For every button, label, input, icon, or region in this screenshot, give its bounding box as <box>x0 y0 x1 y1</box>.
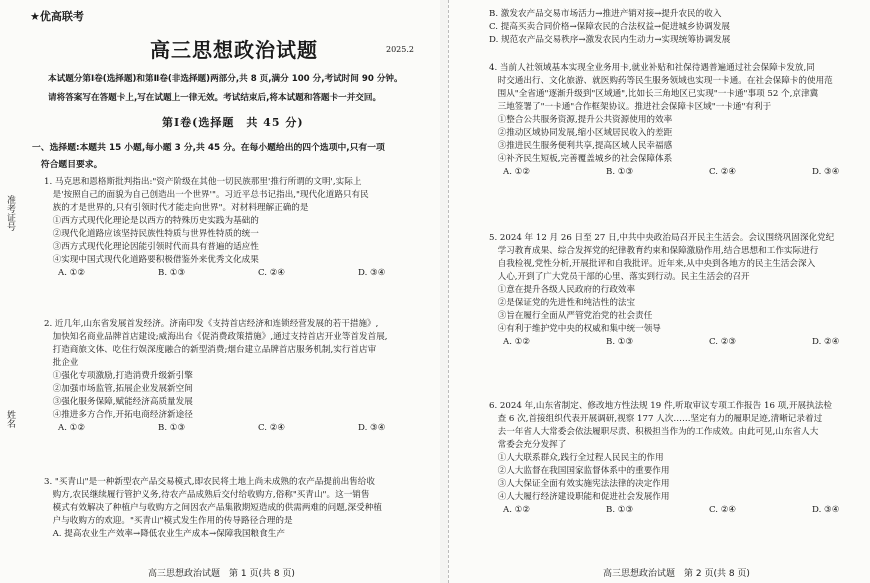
question-3 <box>44 476 382 541</box>
q6-statement: ②人大监督在我国国家监督体系中的重要作用 <box>489 466 670 476</box>
q6-line: 去一年省人大常委会依法履职尽责、积极担当作为的工作成效。由此可见,山东省人大 <box>489 427 819 437</box>
q1-options <box>44 267 458 280</box>
q5-option-b[interactable]: B. ①③ <box>606 337 634 347</box>
q1-option-d[interactable]: D. ③④ <box>358 268 386 278</box>
q5-statement: ①意在提升各级人民政府的行政效率 <box>489 285 636 295</box>
q2-statement: ①强化专项激励,打造消费升级新引擎 <box>44 371 193 381</box>
q6-option-c[interactable]: C. ②④ <box>709 505 737 515</box>
q2-option-d[interactable]: D. ③④ <box>358 423 386 433</box>
q5-option-d[interactable]: D. ②④ <box>812 337 840 347</box>
q2-options <box>44 422 458 435</box>
section-heading: 第Ⅰ卷(选择题 共 45 分) <box>162 116 304 129</box>
brand-label: ★优高联考 <box>30 10 84 23</box>
q6-line: 6. 2024 年,山东省制定、修改地方性法规 19 件,听取审议专项工作报告 16 项,开展执法检 <box>489 401 832 411</box>
q1-option-a[interactable]: A. ①② <box>58 268 86 278</box>
q3-option-d[interactable]: D. 规范农产品交易秩序→激发农民内生动力→实现统筹协调发展 <box>489 35 731 45</box>
choice-instructions-2: 符合题目要求。 <box>32 160 103 170</box>
question-1 <box>44 176 458 280</box>
q5-line: 自我检视,党性分析,开展批评和自我批评。近年来,从中央到各地方的民主生活会深入 <box>489 259 816 269</box>
q3-line: 模式有效解决了种植户与收购方之间因农产品集散期短造成的供需两难的问题,深受种植 <box>44 503 382 513</box>
q4-statement: ①整合公共服务资源,提升公共资源使用的效率 <box>489 115 673 125</box>
q1-line: 是'按照自己的面貌为自己创造出一个世界'"。习近平总书记指出,"现代化道路只有民 <box>44 190 369 200</box>
q4-option-b[interactable]: B. ①③ <box>606 167 634 177</box>
q3-line: 户与收购方的欢迎。"买青山"模式发生作用的传导路径合理的是 <box>44 516 293 526</box>
question-5 <box>489 232 870 349</box>
instructions-line-1: 本试题分第Ⅰ卷(选择题)和第Ⅱ卷(非选择题)两部分,共 8 页,满分 100 分,考试时间 90 分钟。 <box>48 74 403 84</box>
q1-statement: ②现代化道路应该坚持民族性特质与世界性特质的统一 <box>44 229 259 239</box>
q1-statement: ①西方式现代化理论是以西方的特殊历史实践为基础的 <box>44 216 259 226</box>
q4-option-d[interactable]: D. ③④ <box>812 167 840 177</box>
q4-line: 时交通出行、文化旅游、就医购药等民生服务领域也实现一卡通。在社会保障卡的使用范 <box>489 76 833 86</box>
instructions-line-2: 请将答案写在答题卡上,写在试题上一律无效。考试结束后,将本试题和答题卡一并交回。 <box>48 93 382 103</box>
q1-statement: ④实现中国式现代化道路要积极借鉴外来优秀文化成果 <box>44 255 259 265</box>
q1-line: 1. 马克思和恩格斯批判指出:"资产阶级在其他一切民族那里'推行所谓的文明',实际上 <box>44 177 362 187</box>
admission-number-label: 准考证号 <box>5 195 15 231</box>
q2-line: 加快知名商业品牌首店建设;威海出台《促消费政策措施》,通过支持首店开业等首发首展, <box>44 332 388 342</box>
exam-title: 高三思想政治试题 <box>150 38 318 62</box>
page-footer-2: 高三思想政治试题 第 2 页(共 8 页) <box>603 569 750 579</box>
q5-line: 5. 2024 年 12 月 26 日至 27 日,中共中央政治局召开民主生活会。会议围绕巩固深化党纪 <box>489 233 835 243</box>
q5-statement: ④有利于维护党中央的权威和集中统一领导 <box>489 324 661 334</box>
q5-option-a[interactable]: A. ①② <box>503 337 531 347</box>
q2-option-a[interactable]: A. ①② <box>58 423 86 433</box>
q4-options <box>489 166 870 179</box>
q1-option-c[interactable]: C. ②④ <box>258 268 286 278</box>
page-footer-1: 高三思想政治试题 第 1 页(共 8 页) <box>148 569 295 579</box>
choice-instructions-1: 一、选择题:本题共 15 小题,每小题 3 分,共 45 分。在每小题给出的四个选项中,只有一项 <box>32 143 385 153</box>
q5-option-c[interactable]: C. ②③ <box>709 337 737 347</box>
question-3-continued <box>489 8 730 47</box>
q2-statement: ②加强市场监管,拓展企业发展新空间 <box>44 384 193 394</box>
name-label: 姓名 <box>5 410 15 428</box>
q2-line: 打造商旅文体、吃住行娱深度融合的新型消费;烟台建立品牌首店服务机制,实行首店审 <box>44 345 377 355</box>
q3-line: 3. "买青山"是一种新型农产品交易模式,即农民将土地上尚未成熟的农产品提前出售给收 <box>44 477 375 487</box>
q2-option-b[interactable]: B. ①③ <box>158 423 186 433</box>
q5-line: 学习教育成果、综合发挥党的纪律教育约束和保障激励作用,结合思想和工作实际进行 <box>489 246 819 256</box>
question-4 <box>489 62 870 179</box>
q6-line: 查 6 次,首接组织代表开展调研,视察 177 人次……坚定有力的履职足迹,清晰记录着过 <box>489 414 823 424</box>
question-2 <box>44 318 458 435</box>
q1-line: 族的才是世界的,只有引领时代才能走向世界"。对材料理解正确的是 <box>44 203 309 213</box>
q4-statement: ③推进民生服务便利共享,提高区域人民幸福感 <box>489 141 673 151</box>
q2-statement: ④推进多方合作,开拓电商经济新途径 <box>44 410 193 420</box>
q5-options <box>489 336 870 349</box>
q2-option-c[interactable]: C. ②④ <box>258 423 286 433</box>
q4-line: 4. 当前人社领域基本实现全业务用卡,就业补贴和社保待遇普遍通过社会保障卡发放,同 <box>489 63 815 73</box>
q4-line: 三地签署了"一卡通"合作框架协议。推进社会保障卡区域"一卡通"有利于 <box>489 102 772 112</box>
q3-option-a[interactable]: A. 提高农业生产效率→降低农业生产成本→保障我国粮食生产 <box>44 529 285 539</box>
q3-line: 购方,农民继续履行管护义务,待农产品成熟后交付给收购方,俗称"买青山"。这一销售 <box>44 490 370 500</box>
q6-statement: ④人大履行经济建设职能和促进社会发展作用 <box>489 492 670 502</box>
q4-option-c[interactable]: C. ②④ <box>709 167 737 177</box>
q3-option-c[interactable]: C. 提高买卖合同价格→保障农民的合法权益→促进城乡协调发展 <box>489 22 730 32</box>
q1-statement: ③西方式现代化理论因能引领时代而具有普遍的适应性 <box>44 242 259 252</box>
q4-line: 围从"全省通"逐渐升级到"区域通",比如长三角地区已实现"一卡通"事项 52 个,京津冀 <box>489 89 819 99</box>
q4-statement: ④补齐民生短板,完善覆盖城乡的社会保障体系 <box>489 154 673 164</box>
exam-date: 2025.2 <box>386 45 414 54</box>
q2-line: 批企业 <box>44 358 79 368</box>
q2-line: 2. 近几年,山东省发展首发经济。济南印发《支持首店经济和连锁经营发展的若干措施》, <box>44 319 379 329</box>
q6-options <box>489 504 870 517</box>
page-2 <box>448 0 870 583</box>
q1-option-b[interactable]: B. ①③ <box>158 268 186 278</box>
q3-option-b[interactable]: B. 激发农产品交易市场活力→推进产销对接→提升农民的收入 <box>489 9 722 19</box>
q6-line: 常委会充分发挥了 <box>489 440 567 450</box>
q6-statement: ①人大联系群众,践行全过程人民民主的作用 <box>489 453 664 463</box>
q5-line: 人心,开到了广大党员干部的心里、落实到行动。民主生活会的召开 <box>489 272 750 282</box>
q5-statement: ②是保证党的先进性和纯洁性的法宝 <box>489 298 636 308</box>
q2-statement: ③强化服务保障,赋能经济高质量发展 <box>44 397 193 407</box>
q6-statement: ③人大保证全面有效实施宪法法律的决定作用 <box>489 479 670 489</box>
q4-option-a[interactable]: A. ①② <box>503 167 531 177</box>
q6-option-a[interactable]: A. ①② <box>503 505 531 515</box>
q4-statement: ②推动区域协同发展,缩小区域居民收入的差距 <box>489 128 673 138</box>
q6-option-d[interactable]: D. ③④ <box>812 505 840 515</box>
q5-statement: ③旨在履行全面从严管党治党的社会责任 <box>489 311 653 321</box>
q6-option-b[interactable]: B. ①③ <box>606 505 634 515</box>
question-6 <box>489 400 870 517</box>
